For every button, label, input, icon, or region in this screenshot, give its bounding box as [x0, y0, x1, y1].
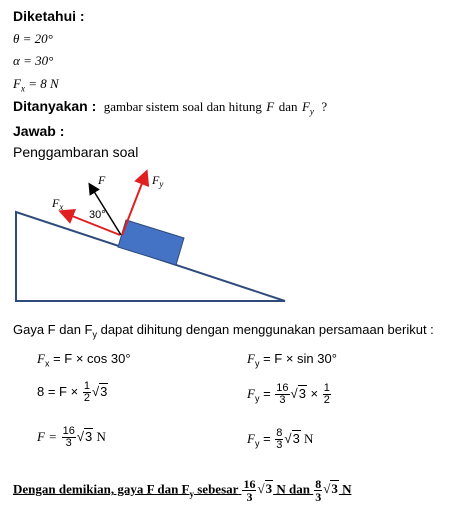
label-f: F — [98, 173, 106, 187]
conclusion: Dengan demikian, gaya F dan $F_y$ sebesar $\frac{16}{3}$ √3 N dan $\frac{8}{3}$ √3 N — [13, 477, 352, 504]
answer-subheading: Penggambaran soal — [13, 144, 139, 160]
asked-line: Ditanyakan : gambar sistem soal dan hitung F dan $F_y$ ? — [13, 98, 328, 117]
eq-right-2: $F_y$ = $\frac{16}{3}$ √3 × $\frac{1}{2}$ — [247, 382, 330, 406]
eq-right-1: $F_y = F \times \sin 30^\circ$ — [247, 351, 337, 369]
alpha-value: α = 30° — [13, 53, 54, 68]
incline-diagram — [0, 165, 320, 310]
known-heading: Diketahui : — [13, 8, 85, 24]
label-fy: $F_y$ — [152, 173, 164, 189]
answer-heading: Jawab : — [13, 123, 65, 139]
eq-left-1: $F_x = F \times \cos 30^\circ$ — [37, 351, 131, 369]
theta-value: θ = 20° — [13, 31, 53, 46]
eq-left-2: 8 = F × $\frac{1}{2}$ √3 — [37, 380, 108, 404]
asked-heading: Ditanyakan : — [13, 98, 97, 114]
block — [118, 220, 184, 265]
eq-left-3: F = $\frac{16}{3}$ √3 N — [37, 425, 106, 449]
label-fx: $F_x$ — [52, 196, 64, 212]
label-angle: 30° — [89, 209, 106, 221]
intro-text: Gaya F dan $F_y$ dapat dihitung dengan menggunakan persamaan berikut : — [13, 322, 434, 340]
eq-right-3: $F_y$ = $\frac{8}{3}$ √3 N — [247, 427, 314, 451]
fx-value: $F_x = 8$ N — [13, 76, 59, 94]
